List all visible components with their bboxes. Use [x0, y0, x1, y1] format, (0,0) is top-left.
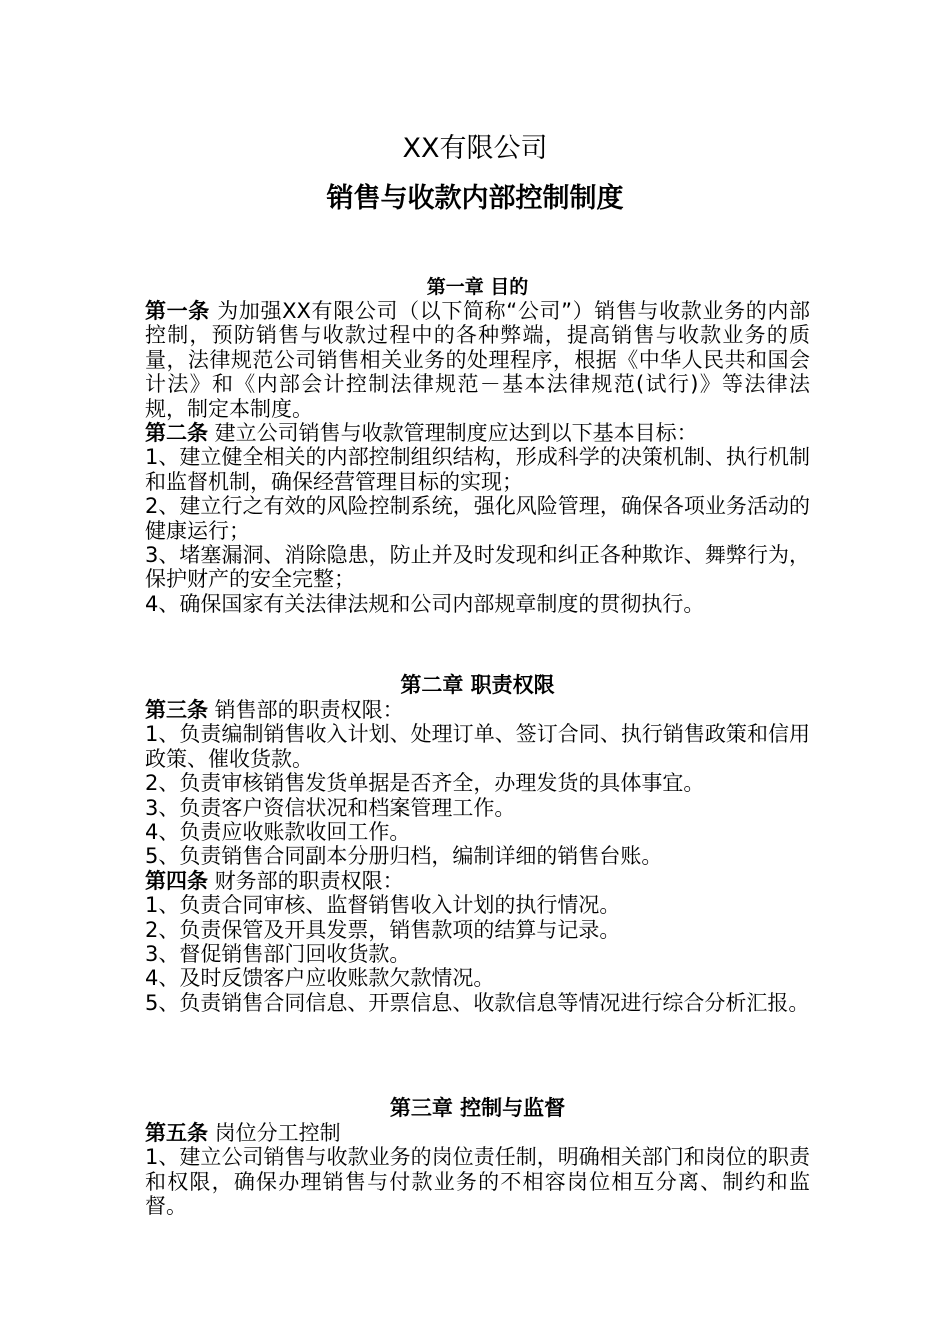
list-item: 4、确保国家有关法律法规和公司内部规章制度的贯彻执行。 [145, 591, 705, 616]
list-item: 5、负责销售合同副本分册归档，编制详细的销售台账。 [145, 844, 663, 869]
article-2-label: 第二条 [145, 421, 208, 446]
list-item: 3、督促销售部门回收货款。 [145, 942, 411, 967]
list-item: 3、堵塞漏洞、消除隐患，防止并及时发现和纠正各种欺诈、舞弊行为，保护财产的安全完整； [145, 543, 810, 592]
article-1-text: 为加强XX有限公司（以下简称“公司”）销售与收款业务的内部控制，预防销售与收款过程中的各种弊端，提高销售与收款业务的质量，法律规范公司销售相关业务的处理程序，根据《中华人民共和国会计法》和《内部会计控制法律规范－基本法律规范(试行)》等法律法规，制定本制度。 [145, 299, 810, 421]
chapter-2-heading: 第二章 职责权限 [400, 673, 555, 697]
list-item: 2、负责审核销售发货单据是否齐全，办理发货的具体事宜。 [145, 771, 705, 796]
list-item: 3、负责客户资信状况和档案管理工作。 [145, 795, 516, 820]
article-5 [145, 1121, 810, 1145]
article-1 [145, 299, 810, 421]
list-item: 1、建立公司销售与收款业务的岗位责任制，明确相关部门和岗位的职责和权限，确保办理销售与付款业务的不相容岗位相互分离、制约和监督。 [145, 1145, 810, 1219]
chapter-3-section [145, 1095, 810, 1219]
company-title: XX有限公司 [402, 133, 548, 164]
document-title: 销售与收款内部控制制度 [326, 183, 624, 214]
list-item: 1、负责合同审核、监督销售收入计划的执行情况。 [145, 893, 621, 918]
article-5-text: 岗位分工控制 [208, 1121, 341, 1145]
chapter-1-section [145, 275, 810, 616]
article-2 [145, 421, 810, 445]
article-2-text: 建立公司销售与收款管理制度应达到以下基本目标： [208, 421, 698, 446]
chapter-1-heading: 第一章 目的 [426, 276, 529, 298]
chapter-2-section [145, 672, 810, 1015]
chapter-3-heading: 第三章 控制与监督 [389, 1096, 566, 1120]
article-4 [145, 869, 810, 893]
list-item: 1、负责编制销售收入计划、处理订单、签订合同、执行销售政策和信用政策、催收货款。 [145, 722, 810, 771]
list-item: 2、建立行之有效的风险控制系统，强化风险管理，确保各项业务活动的健康运行； [145, 494, 810, 543]
list-item: 1、建立健全相关的内部控制组织结构，形成科学的决策机制、执行机制和监督机制，确保经营管理目标的实现； [145, 445, 810, 494]
article-3 [145, 698, 810, 722]
list-item: 4、负责应收账款收回工作。 [145, 820, 411, 845]
article-1-label: 第一条 [145, 299, 210, 323]
list-item: 2、负责保管及开具发票，销售款项的结算与记录。 [145, 917, 621, 942]
article-5-label: 第五条 [145, 1121, 208, 1145]
article-3-text: 销售部的职责权限： [208, 698, 404, 722]
article-4-text: 财务部的职责权限： [208, 868, 404, 893]
list-item: 4、及时反馈客户应收账款欠款情况。 [145, 966, 495, 991]
article-3-label: 第三条 [145, 698, 208, 722]
list-item: 5、负责销售合同信息、开票信息、收款信息等情况进行综合分析汇报。 [145, 990, 810, 1015]
article-4-label: 第四条 [145, 868, 208, 893]
